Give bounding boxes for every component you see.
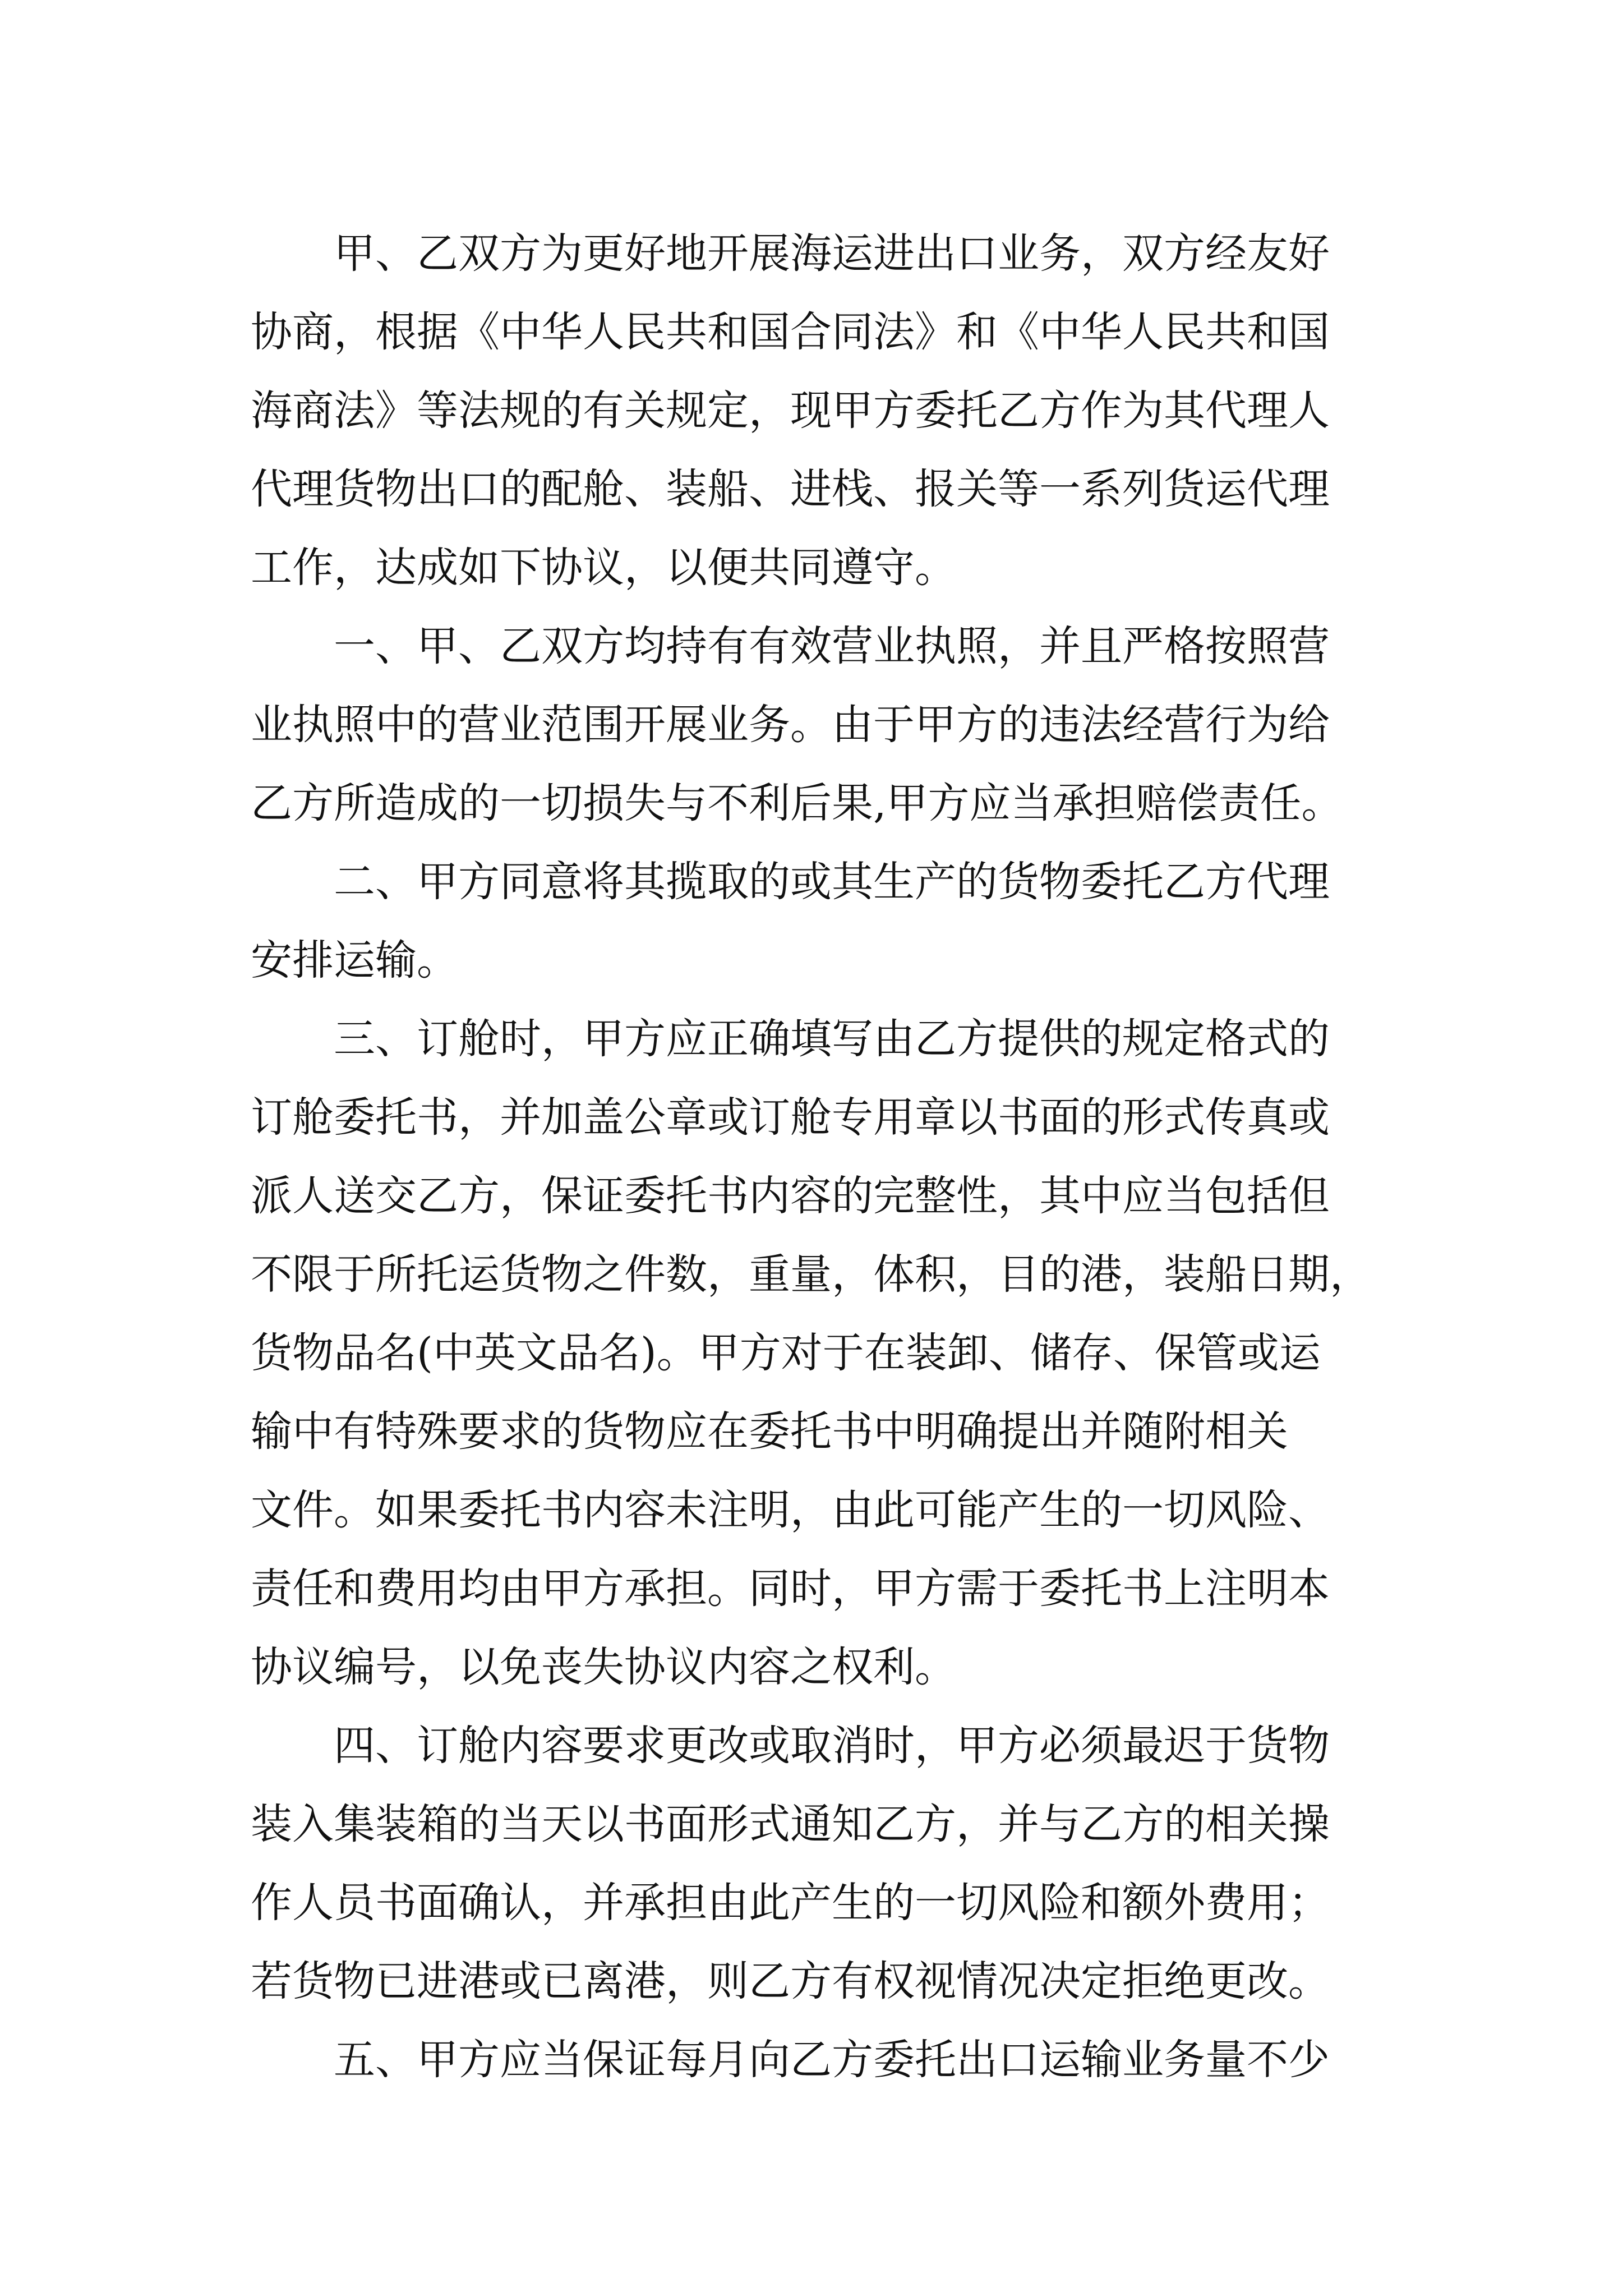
text-line: 代理货物出口的配舱、装船、进栈、报关等一系列货运代理 (251, 465, 1330, 513)
text-line: 工作，达成如下协议，以便共同遵守。 (251, 544, 956, 592)
text-line: 责任和费用均由甲方承担。同时，甲方需于委托书上注明本 (251, 1565, 1330, 1613)
paragraph-clause-2 (251, 843, 1395, 1000)
text-line: 安排运输。 (251, 936, 458, 984)
text-line: 装入集装箱的当天以书面形式通知乙方，并与乙方的相关操 (251, 1800, 1330, 1848)
paragraph-clause-4 (251, 1706, 1395, 2021)
text-line: 二、甲方同意将其揽取的或其生产的货物委托乙方代理 (251, 858, 1330, 906)
text-line: 三、订舱时，甲方应正确填写由乙方提供的规定格式的 (251, 1015, 1330, 1063)
text-line: 若货物已进港或已离港，则乙方有权视情况决定拒绝更改。 (251, 1957, 1330, 2005)
text-line: 五、甲方应当保证每月向乙方委托出口运输业务量不少 (251, 2036, 1330, 2084)
paragraph-clause-5 (251, 2021, 1395, 2099)
document-body (251, 214, 1395, 2099)
text-line: 业执照中的营业范围开展业务。由于甲方的违法经营行为给 (251, 701, 1330, 749)
text-line: 订舱委托书，并加盖公章或订舱专用章以书面的形式传真或 (251, 1093, 1330, 1142)
text-line: 乙方所造成的一切损失与不利后果,甲方应当承担赔偿责任。 (251, 779, 1343, 827)
text-line: 四、订舱内容要求更改或取消时，甲方必须最迟于货物 (251, 1722, 1330, 1770)
text-line: 派人送交乙方，保证委托书内容的完整性，其中应当包括但 (251, 1172, 1330, 1220)
text-line: 甲、乙双方为更好地开展海运进出口业务，双方经友好 (251, 229, 1330, 278)
text-line: 海商法》等法规的有关规定，现甲方委托乙方作为其代理人 (251, 386, 1330, 435)
text-line: 协议编号，以免丧失协议内容之权利。 (251, 1643, 956, 1691)
paragraph-preamble (251, 214, 1395, 607)
paragraph-clause-3 (251, 1000, 1395, 1706)
text-line: 协商，根据《中华人民共和国合同法》和《中华人民共和国 (251, 308, 1330, 356)
text-line: 文件。如果委托书内容未注明，由此可能产生的一切风险、 (251, 1486, 1330, 1534)
paragraph-clause-1 (251, 607, 1395, 843)
text-line: 货物品名(中英文品名)。甲方对于在装卸、储存、保管或运 (251, 1329, 1321, 1377)
text-line: 输中有特殊要求的货物应在委托书中明确提出并随附相关 (251, 1407, 1288, 1456)
text-line: 作人员书面确认，并承担由此产生的一切风险和额外费用； (251, 1879, 1330, 1927)
text-line: 一、甲、乙双方均持有有效营业执照，并且严格按照营 (251, 622, 1330, 670)
text-line: 不限于所托运货物之件数，重量，体积，目的港，装船日期， (251, 1250, 1371, 1299)
